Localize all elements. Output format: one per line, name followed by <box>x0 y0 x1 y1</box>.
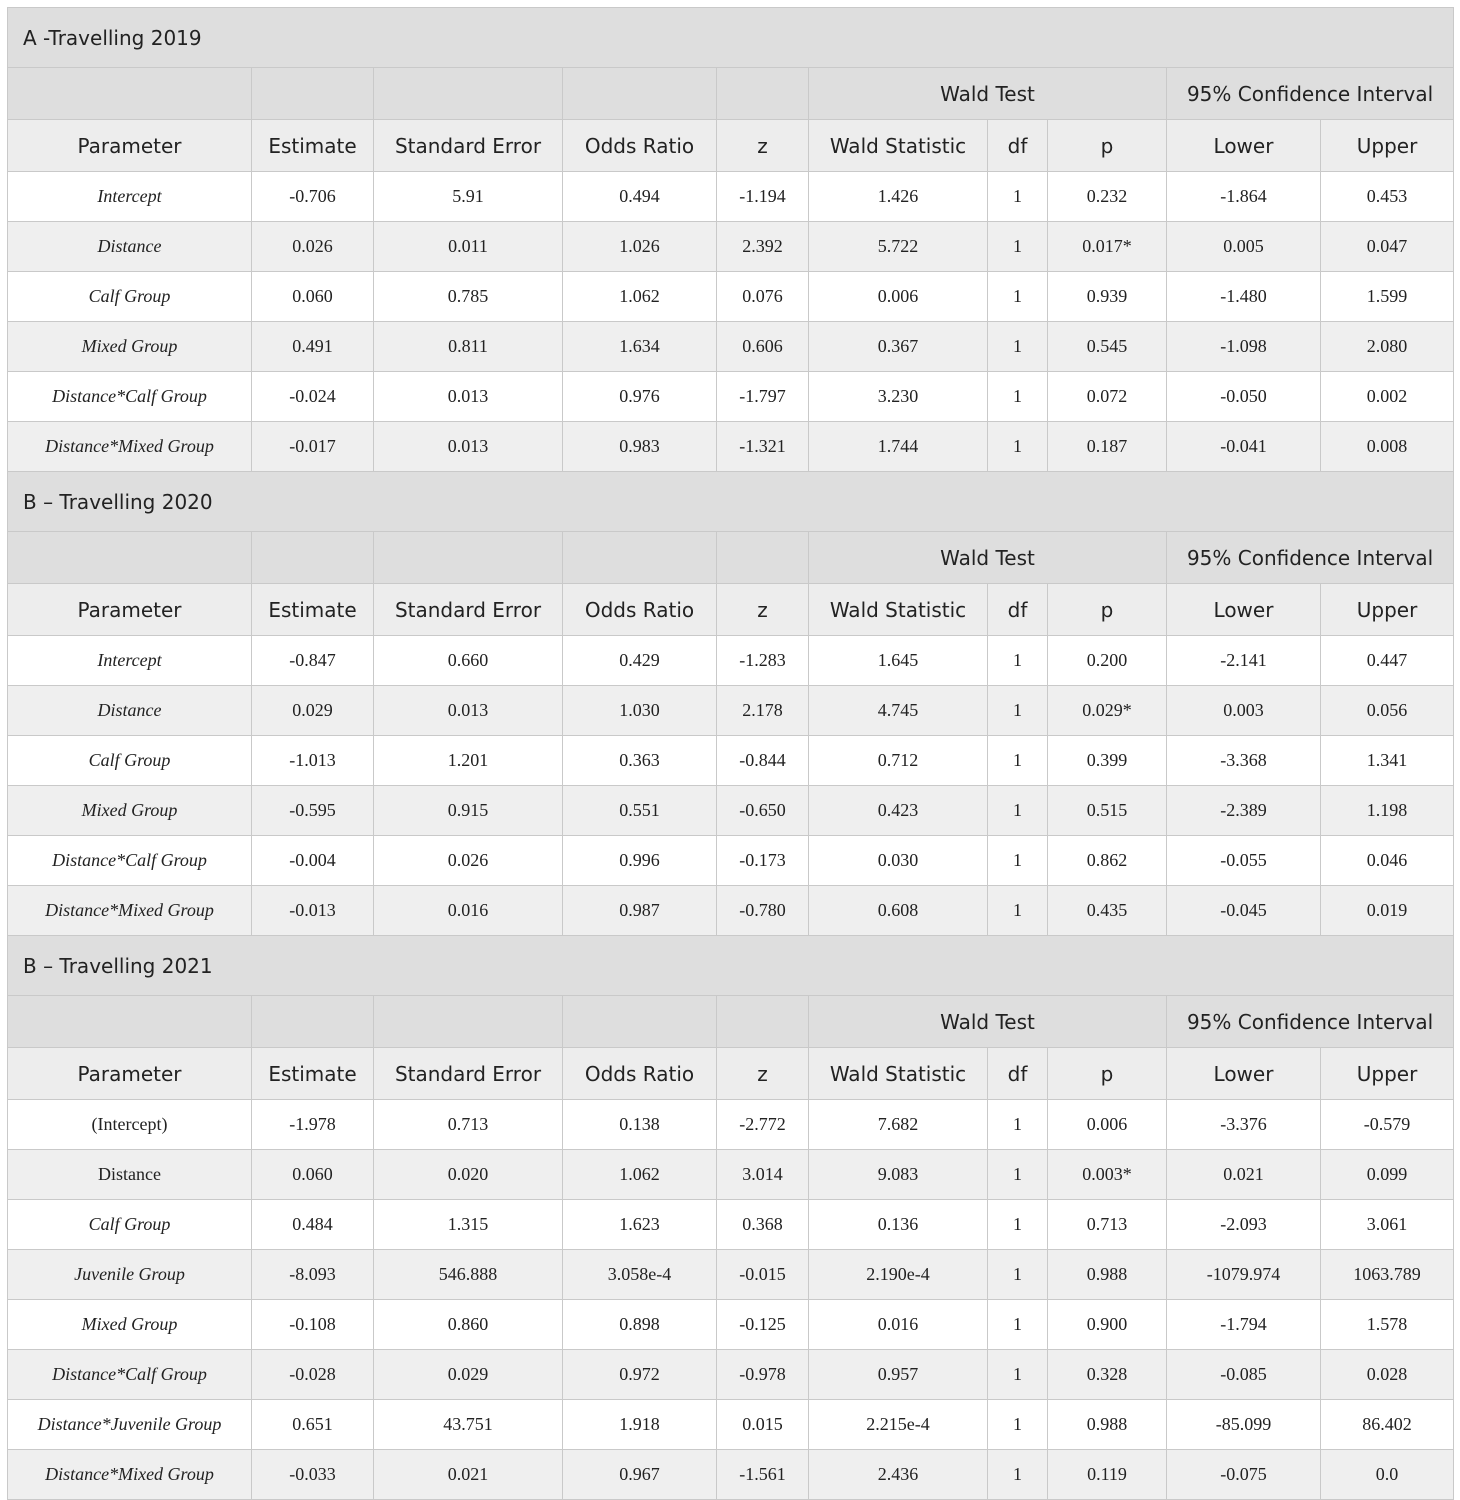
group-header-blank <box>252 532 374 584</box>
cell-odds-ratio: 0.898 <box>563 1300 717 1350</box>
cell-upper: 1.341 <box>1321 736 1454 786</box>
cell-standard-error: 0.020 <box>374 1150 563 1200</box>
cell-z: -1.194 <box>717 172 809 222</box>
cell-parameter: Intercept <box>8 172 252 222</box>
cell-standard-error: 546.888 <box>374 1250 563 1300</box>
cell-odds-ratio: 0.551 <box>563 786 717 836</box>
column-header-standard-error: Standard Error <box>374 120 563 172</box>
cell-wald-statistic: 1.744 <box>809 422 988 472</box>
cell-upper: 0.056 <box>1321 686 1454 736</box>
cell-wald-statistic: 7.682 <box>809 1100 988 1150</box>
cell-parameter: Calf Group <box>8 1200 252 1250</box>
cell-parameter: Distance*Mixed Group <box>8 422 252 472</box>
cell-lower: 0.021 <box>1167 1150 1321 1200</box>
table-row <box>8 422 1454 472</box>
cell-p: 0.072 <box>1048 372 1167 422</box>
cell-odds-ratio: 1.623 <box>563 1200 717 1250</box>
cell-standard-error: 0.013 <box>374 686 563 736</box>
column-header-p: p <box>1048 584 1167 636</box>
cell-upper: 86.402 <box>1321 1400 1454 1450</box>
cell-wald-statistic: 5.722 <box>809 222 988 272</box>
cell-lower: 0.003 <box>1167 686 1321 736</box>
table-row <box>8 372 1454 422</box>
section-title: B – Travelling 2021 <box>8 936 1454 996</box>
cell-upper: 0.0 <box>1321 1450 1454 1500</box>
cell-lower: -3.376 <box>1167 1100 1321 1150</box>
cell-odds-ratio: 1.918 <box>563 1400 717 1450</box>
cell-odds-ratio: 1.062 <box>563 272 717 322</box>
column-header-estimate: Estimate <box>252 120 374 172</box>
cell-parameter: Mixed Group <box>8 322 252 372</box>
cell-lower: 0.005 <box>1167 222 1321 272</box>
cell-odds-ratio: 1.026 <box>563 222 717 272</box>
table-row <box>8 1150 1454 1200</box>
cell-df: 1 <box>988 222 1048 272</box>
cell-estimate: 0.026 <box>252 222 374 272</box>
cell-lower: -2.141 <box>1167 636 1321 686</box>
cell-wald-statistic: 0.136 <box>809 1200 988 1250</box>
cell-df: 1 <box>988 172 1048 222</box>
column-header-upper: Upper <box>1321 1048 1454 1100</box>
results-table-container <box>7 7 1453 1500</box>
cell-p: 0.435 <box>1048 886 1167 936</box>
cell-estimate: -0.028 <box>252 1350 374 1400</box>
cell-estimate: -0.017 <box>252 422 374 472</box>
cell-parameter: Distance <box>8 222 252 272</box>
group-header-blank <box>374 68 563 120</box>
cell-parameter: Calf Group <box>8 272 252 322</box>
table-row <box>8 786 1454 836</box>
cell-standard-error: 0.026 <box>374 836 563 886</box>
group-header-blank <box>717 532 809 584</box>
cell-upper: 0.028 <box>1321 1350 1454 1400</box>
group-header-blank <box>563 68 717 120</box>
cell-wald-statistic: 2.215e-4 <box>809 1400 988 1450</box>
cell-p: 0.988 <box>1048 1400 1167 1450</box>
table-row <box>8 1250 1454 1300</box>
section-title-row <box>8 936 1454 996</box>
cell-estimate: -0.033 <box>252 1450 374 1500</box>
cell-estimate: -0.013 <box>252 886 374 936</box>
cell-upper: 1.599 <box>1321 272 1454 322</box>
group-header-blank <box>717 68 809 120</box>
table-row <box>8 1200 1454 1250</box>
cell-parameter: Distance*Calf Group <box>8 836 252 886</box>
cell-standard-error: 0.013 <box>374 372 563 422</box>
cell-estimate: 0.060 <box>252 1150 374 1200</box>
group-header-row <box>8 532 1454 584</box>
cell-odds-ratio: 0.967 <box>563 1450 717 1500</box>
cell-wald-statistic: 0.016 <box>809 1300 988 1350</box>
cell-lower: -0.050 <box>1167 372 1321 422</box>
cell-upper: 0.008 <box>1321 422 1454 472</box>
cell-parameter: Mixed Group <box>8 1300 252 1350</box>
cell-p: 0.900 <box>1048 1300 1167 1350</box>
cell-parameter: Calf Group <box>8 736 252 786</box>
cell-parameter: Intercept <box>8 636 252 686</box>
cell-estimate: 0.651 <box>252 1400 374 1450</box>
cell-lower: -1.864 <box>1167 172 1321 222</box>
table-row <box>8 686 1454 736</box>
column-header-odds-ratio: Odds Ratio <box>563 1048 717 1100</box>
table-row <box>8 836 1454 886</box>
cell-p: 0.545 <box>1048 322 1167 372</box>
cell-z: -1.321 <box>717 422 809 472</box>
column-header-odds-ratio: Odds Ratio <box>563 584 717 636</box>
column-header-df: df <box>988 120 1048 172</box>
cell-p: 0.187 <box>1048 422 1167 472</box>
cell-df: 1 <box>988 1200 1048 1250</box>
cell-estimate: -1.978 <box>252 1100 374 1150</box>
cell-z: 0.015 <box>717 1400 809 1450</box>
column-header-p: p <box>1048 120 1167 172</box>
cell-df: 1 <box>988 1300 1048 1350</box>
cell-upper: 2.080 <box>1321 322 1454 372</box>
group-header-blank <box>717 996 809 1048</box>
cell-standard-error: 5.91 <box>374 172 563 222</box>
table-body <box>8 8 1454 1500</box>
cell-df: 1 <box>988 636 1048 686</box>
cell-standard-error: 0.713 <box>374 1100 563 1150</box>
confidence-interval-group-header: 95% Confidence Interval <box>1167 532 1454 584</box>
cell-z: 3.014 <box>717 1150 809 1200</box>
cell-z: -0.780 <box>717 886 809 936</box>
cell-lower: -1.098 <box>1167 322 1321 372</box>
column-header-estimate: Estimate <box>252 584 374 636</box>
cell-upper: 0.453 <box>1321 172 1454 222</box>
cell-upper: 1063.789 <box>1321 1250 1454 1300</box>
cell-lower: -0.045 <box>1167 886 1321 936</box>
cell-z: -2.772 <box>717 1100 809 1150</box>
table-row <box>8 1300 1454 1350</box>
cell-p: 0.232 <box>1048 172 1167 222</box>
cell-parameter: Distance*Juvenile Group <box>8 1400 252 1450</box>
table-row <box>8 172 1454 222</box>
cell-standard-error: 1.201 <box>374 736 563 786</box>
cell-df: 1 <box>988 736 1048 786</box>
cell-wald-statistic: 2.436 <box>809 1450 988 1500</box>
cell-standard-error: 0.021 <box>374 1450 563 1500</box>
table-row <box>8 322 1454 372</box>
cell-upper: 1.578 <box>1321 1300 1454 1350</box>
cell-p: 0.119 <box>1048 1450 1167 1500</box>
cell-df: 1 <box>988 1350 1048 1400</box>
cell-p: 0.862 <box>1048 836 1167 886</box>
cell-estimate: -0.024 <box>252 372 374 422</box>
group-header-blank <box>563 996 717 1048</box>
table-row <box>8 272 1454 322</box>
column-header-standard-error: Standard Error <box>374 1048 563 1100</box>
cell-odds-ratio: 0.494 <box>563 172 717 222</box>
cell-wald-statistic: 4.745 <box>809 686 988 736</box>
cell-z: 2.178 <box>717 686 809 736</box>
group-header-blank <box>252 996 374 1048</box>
cell-estimate: -0.847 <box>252 636 374 686</box>
cell-parameter: Mixed Group <box>8 786 252 836</box>
cell-estimate: -0.595 <box>252 786 374 836</box>
cell-z: -1.797 <box>717 372 809 422</box>
group-header-blank <box>8 996 252 1048</box>
column-header-wald-statistic: Wald Statistic <box>809 1048 988 1100</box>
column-header-parameter: Parameter <box>8 120 252 172</box>
group-header-row <box>8 996 1454 1048</box>
cell-z: -1.561 <box>717 1450 809 1500</box>
cell-parameter: Juvenile Group <box>8 1250 252 1300</box>
cell-standard-error: 43.751 <box>374 1400 563 1450</box>
regression-results-table <box>7 7 1454 1500</box>
cell-standard-error: 0.860 <box>374 1300 563 1350</box>
cell-z: 0.368 <box>717 1200 809 1250</box>
cell-p: 0.399 <box>1048 736 1167 786</box>
cell-p: 0.029* <box>1048 686 1167 736</box>
column-header-df: df <box>988 1048 1048 1100</box>
cell-p: 0.988 <box>1048 1250 1167 1300</box>
cell-odds-ratio: 1.030 <box>563 686 717 736</box>
cell-upper: 1.198 <box>1321 786 1454 836</box>
table-row <box>8 1400 1454 1450</box>
table-row <box>8 1100 1454 1150</box>
column-header-lower: Lower <box>1167 1048 1321 1100</box>
cell-upper: 0.047 <box>1321 222 1454 272</box>
cell-p: 0.328 <box>1048 1350 1167 1400</box>
cell-df: 1 <box>988 422 1048 472</box>
cell-lower: -3.368 <box>1167 736 1321 786</box>
section-title-row <box>8 472 1454 532</box>
cell-upper: 0.002 <box>1321 372 1454 422</box>
table-row <box>8 222 1454 272</box>
cell-wald-statistic: 0.423 <box>809 786 988 836</box>
cell-parameter: Distance*Mixed Group <box>8 1450 252 1500</box>
cell-parameter: Distance*Mixed Group <box>8 886 252 936</box>
cell-standard-error: 0.660 <box>374 636 563 686</box>
column-header-upper: Upper <box>1321 584 1454 636</box>
cell-z: 0.076 <box>717 272 809 322</box>
cell-odds-ratio: 1.634 <box>563 322 717 372</box>
cell-wald-statistic: 0.957 <box>809 1350 988 1400</box>
column-header-upper: Upper <box>1321 120 1454 172</box>
cell-wald-statistic: 3.230 <box>809 372 988 422</box>
cell-df: 1 <box>988 1400 1048 1450</box>
cell-wald-statistic: 0.006 <box>809 272 988 322</box>
group-header-blank <box>374 996 563 1048</box>
cell-wald-statistic: 2.190e-4 <box>809 1250 988 1300</box>
group-header-row <box>8 68 1454 120</box>
cell-standard-error: 0.016 <box>374 886 563 936</box>
group-header-blank <box>374 532 563 584</box>
column-header-row <box>8 120 1454 172</box>
column-header-parameter: Parameter <box>8 1048 252 1100</box>
wald-test-group-header: Wald Test <box>809 996 1167 1048</box>
cell-estimate: -8.093 <box>252 1250 374 1300</box>
cell-odds-ratio: 1.062 <box>563 1150 717 1200</box>
cell-upper: 0.447 <box>1321 636 1454 686</box>
column-header-lower: Lower <box>1167 584 1321 636</box>
cell-estimate: 0.029 <box>252 686 374 736</box>
table-row <box>8 636 1454 686</box>
cell-z: -0.173 <box>717 836 809 886</box>
cell-estimate: 0.491 <box>252 322 374 372</box>
cell-parameter: Distance <box>8 1150 252 1200</box>
cell-lower: -1079.974 <box>1167 1250 1321 1300</box>
cell-p: 0.003* <box>1048 1150 1167 1200</box>
column-header-lower: Lower <box>1167 120 1321 172</box>
cell-lower: -1.480 <box>1167 272 1321 322</box>
table-row <box>8 1350 1454 1400</box>
table-row <box>8 1450 1454 1500</box>
group-header-blank <box>563 532 717 584</box>
column-header-estimate: Estimate <box>252 1048 374 1100</box>
group-header-blank <box>8 68 252 120</box>
cell-odds-ratio: 0.429 <box>563 636 717 686</box>
cell-df: 1 <box>988 372 1048 422</box>
cell-wald-statistic: 0.030 <box>809 836 988 886</box>
cell-df: 1 <box>988 886 1048 936</box>
column-header-z: z <box>717 120 809 172</box>
cell-odds-ratio: 0.972 <box>563 1350 717 1400</box>
column-header-df: df <box>988 584 1048 636</box>
cell-estimate: -0.108 <box>252 1300 374 1350</box>
cell-wald-statistic: 1.426 <box>809 172 988 222</box>
group-header-blank <box>252 68 374 120</box>
wald-test-group-header: Wald Test <box>809 68 1167 120</box>
column-header-odds-ratio: Odds Ratio <box>563 120 717 172</box>
cell-parameter: Distance*Calf Group <box>8 372 252 422</box>
column-header-standard-error: Standard Error <box>374 584 563 636</box>
cell-df: 1 <box>988 1150 1048 1200</box>
cell-standard-error: 0.915 <box>374 786 563 836</box>
cell-wald-statistic: 0.712 <box>809 736 988 786</box>
cell-z: -1.283 <box>717 636 809 686</box>
cell-z: 0.606 <box>717 322 809 372</box>
section-title-row <box>8 8 1454 68</box>
cell-parameter: Distance*Calf Group <box>8 1350 252 1400</box>
cell-estimate: -0.004 <box>252 836 374 886</box>
cell-df: 1 <box>988 272 1048 322</box>
cell-lower: -85.099 <box>1167 1400 1321 1450</box>
confidence-interval-group-header: 95% Confidence Interval <box>1167 996 1454 1048</box>
cell-odds-ratio: 0.983 <box>563 422 717 472</box>
cell-p: 0.006 <box>1048 1100 1167 1150</box>
cell-upper: 0.046 <box>1321 836 1454 886</box>
cell-p: 0.515 <box>1048 786 1167 836</box>
column-header-wald-statistic: Wald Statistic <box>809 584 988 636</box>
cell-df: 1 <box>988 1450 1048 1500</box>
column-header-z: z <box>717 584 809 636</box>
column-header-row <box>8 584 1454 636</box>
cell-upper: 0.099 <box>1321 1150 1454 1200</box>
column-header-z: z <box>717 1048 809 1100</box>
column-header-parameter: Parameter <box>8 584 252 636</box>
cell-p: 0.939 <box>1048 272 1167 322</box>
cell-odds-ratio: 3.058e-4 <box>563 1250 717 1300</box>
cell-parameter: Distance <box>8 686 252 736</box>
cell-p: 0.713 <box>1048 1200 1167 1250</box>
cell-estimate: 0.484 <box>252 1200 374 1250</box>
cell-df: 1 <box>988 836 1048 886</box>
cell-odds-ratio: 0.363 <box>563 736 717 786</box>
column-header-p: p <box>1048 1048 1167 1100</box>
cell-estimate: -1.013 <box>252 736 374 786</box>
table-row <box>8 886 1454 936</box>
cell-p: 0.200 <box>1048 636 1167 686</box>
cell-z: -0.650 <box>717 786 809 836</box>
cell-standard-error: 0.011 <box>374 222 563 272</box>
cell-wald-statistic: 9.083 <box>809 1150 988 1200</box>
cell-z: -0.125 <box>717 1300 809 1350</box>
cell-df: 1 <box>988 686 1048 736</box>
column-header-wald-statistic: Wald Statistic <box>809 120 988 172</box>
cell-p: 0.017* <box>1048 222 1167 272</box>
cell-lower: -1.794 <box>1167 1300 1321 1350</box>
cell-lower: -0.085 <box>1167 1350 1321 1400</box>
cell-lower: -0.075 <box>1167 1450 1321 1500</box>
cell-z: -0.978 <box>717 1350 809 1400</box>
cell-lower: -2.093 <box>1167 1200 1321 1250</box>
cell-z: -0.844 <box>717 736 809 786</box>
cell-standard-error: 0.811 <box>374 322 563 372</box>
cell-lower: -0.055 <box>1167 836 1321 886</box>
cell-wald-statistic: 1.645 <box>809 636 988 686</box>
cell-df: 1 <box>988 1250 1048 1300</box>
cell-wald-statistic: 0.367 <box>809 322 988 372</box>
cell-z: 2.392 <box>717 222 809 272</box>
cell-lower: -2.389 <box>1167 786 1321 836</box>
cell-df: 1 <box>988 322 1048 372</box>
cell-z: -0.015 <box>717 1250 809 1300</box>
section-title: A -Travelling 2019 <box>8 8 1454 68</box>
cell-standard-error: 0.029 <box>374 1350 563 1400</box>
cell-parameter: (Intercept) <box>8 1100 252 1150</box>
cell-standard-error: 0.785 <box>374 272 563 322</box>
cell-upper: -0.579 <box>1321 1100 1454 1150</box>
cell-odds-ratio: 0.996 <box>563 836 717 886</box>
wald-test-group-header: Wald Test <box>809 532 1167 584</box>
confidence-interval-group-header: 95% Confidence Interval <box>1167 68 1454 120</box>
cell-standard-error: 0.013 <box>374 422 563 472</box>
column-header-row <box>8 1048 1454 1100</box>
cell-estimate: 0.060 <box>252 272 374 322</box>
section-title: B – Travelling 2020 <box>8 472 1454 532</box>
cell-odds-ratio: 0.987 <box>563 886 717 936</box>
cell-lower: -0.041 <box>1167 422 1321 472</box>
group-header-blank <box>8 532 252 584</box>
cell-estimate: -0.706 <box>252 172 374 222</box>
table-row <box>8 736 1454 786</box>
cell-wald-statistic: 0.608 <box>809 886 988 936</box>
cell-df: 1 <box>988 1100 1048 1150</box>
cell-odds-ratio: 0.976 <box>563 372 717 422</box>
cell-odds-ratio: 0.138 <box>563 1100 717 1150</box>
cell-upper: 3.061 <box>1321 1200 1454 1250</box>
cell-upper: 0.019 <box>1321 886 1454 936</box>
cell-standard-error: 1.315 <box>374 1200 563 1250</box>
cell-df: 1 <box>988 786 1048 836</box>
